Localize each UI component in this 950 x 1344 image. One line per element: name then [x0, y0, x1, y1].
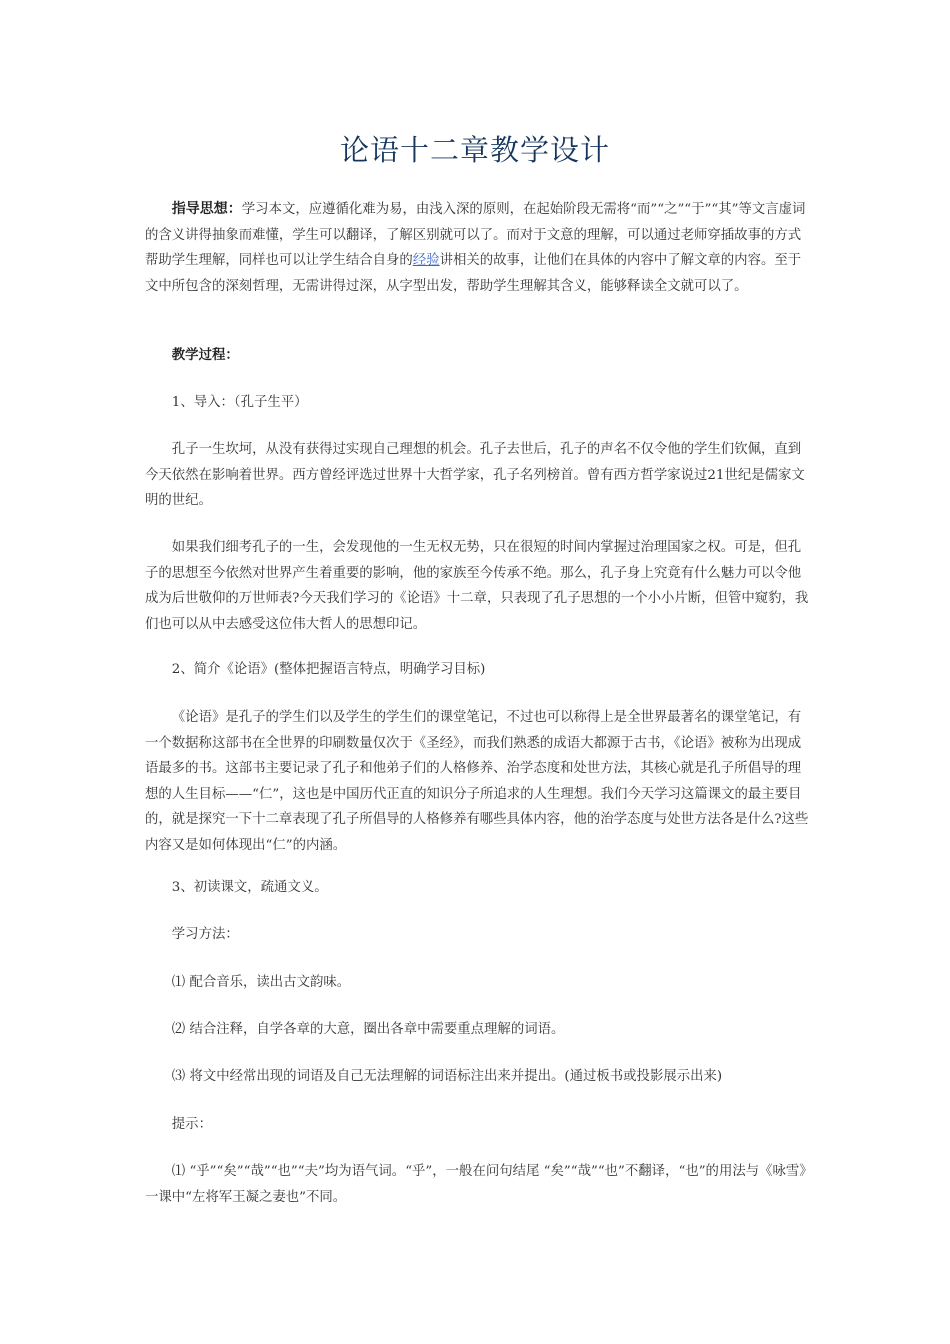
method-item-2: ⑵ 结合注释，自学各章的大意，圈出各章中需要重点理解的词语。	[171, 1022, 565, 1037]
section-2-heading: 2、简介《论语》(整体把握语言特点，明确学习目标)	[171, 662, 486, 677]
experience-link[interactable]: 经验	[412, 253, 440, 268]
guiding-text-after: 讲相关的故事，让他们在具体的内容中了解文章的内容。至于文中所包含的深刻哲理，无需讲得过深，从字型出发，帮助学生理解其含义，能够释读全文就可以了。	[145, 253, 802, 294]
section-1-paragraph-1: 孔子一生坎坷，从没有获得过实现自己理想的机会。孔子去世后，孔子的声名不仅令他的学生们钦佩，直到今天依然在影响着世界。西方曾经评选过世界十大哲学家，孔子名列榜首。曾有西方哲学家说过21世纪是儒家文明的世纪。	[145, 442, 805, 508]
method-item-1: ⑴ 配合音乐，读出古文韵味。	[171, 975, 351, 990]
section-1-paragraph-2: 如果我们细考孔子的一生，会发现他的一生无权无势，只在很短的时间内掌握过治理国家之权。可是，但孔子的思想至今依然对世界产生着重要的影响，他的家族至今传承不绝。那么，孔子身上究竟有什么魅力可以令他成为后世敬仰的万世师表?今天我们学习的《论语》十二章，只表现了孔子思想的一个小小片断，但管中窥豹，我们也可以从中去感受这位伟大哲人的思想印记。	[145, 540, 809, 632]
method-item-3: ⑶ 将文中经常出现的词语及自己无法理解的词语标注出来并提出。(通过板书或投影展示出来)	[171, 1069, 723, 1084]
guiding-label: 指导思想：	[171, 201, 242, 217]
hint-item-1: ⑴ “乎”“矣”“哉”“也”“夫”均为语气词。“乎”，一般在问句结尾 “矣”“哉”“也”不翻译，“也”的用法与《咏雪》一课中“左将军王凝之妻也”不同。	[145, 1164, 813, 1205]
guiding-text-before: 学习本文，应遵循化难为易，由浅入深的原则，在起始阶段无需将“而”“之”“于”“其”等文言虚词的含义讲得抽象而难懂，学生可以翻译，了解区别就可以了。而对于文意的理解，可以通过老师穿插故事的方式帮助学生理解，同样也可以让学生结合自身的	[145, 202, 806, 268]
process-heading: 教学过程：	[171, 348, 239, 363]
section-1-heading: 1、导入：（孔子生平）	[171, 395, 308, 410]
section-2-paragraph-1: 《论语》是孔子的学生们以及学生的学生们的课堂笔记，不过也可以称得上是全世界最著名的课堂笔记，有一个数据称这部书在全世界的印刷数量仅次于《圣经》，而我们熟悉的成语大都源于古书，《论语》被称为出现成语最多的书。这部书主要记录了孔子和他弟子们的人格修养、治学态度和处世方法，其核心就是孔子所倡导的理想的人生目标——“仁”，这也是中国历代正直的知识分子所追求的人生理想。我们今天学习这篇课文的最主要目的，就是探究一下十二章表现了孔子所倡导的人格修养有哪些具体内容，他的治学态度与处世方法各是什么?这些内容又是如何体现出“仁”的内涵。	[145, 710, 809, 853]
hint-label: 提示：	[171, 1117, 212, 1132]
section-3-heading: 3、初读课文，疏通文义。	[171, 880, 328, 895]
document-title: 论语十二章教学设计	[339, 133, 610, 167]
study-method-label: 学习方法：	[171, 927, 239, 942]
guiding-paragraph	[145, 197, 813, 299]
